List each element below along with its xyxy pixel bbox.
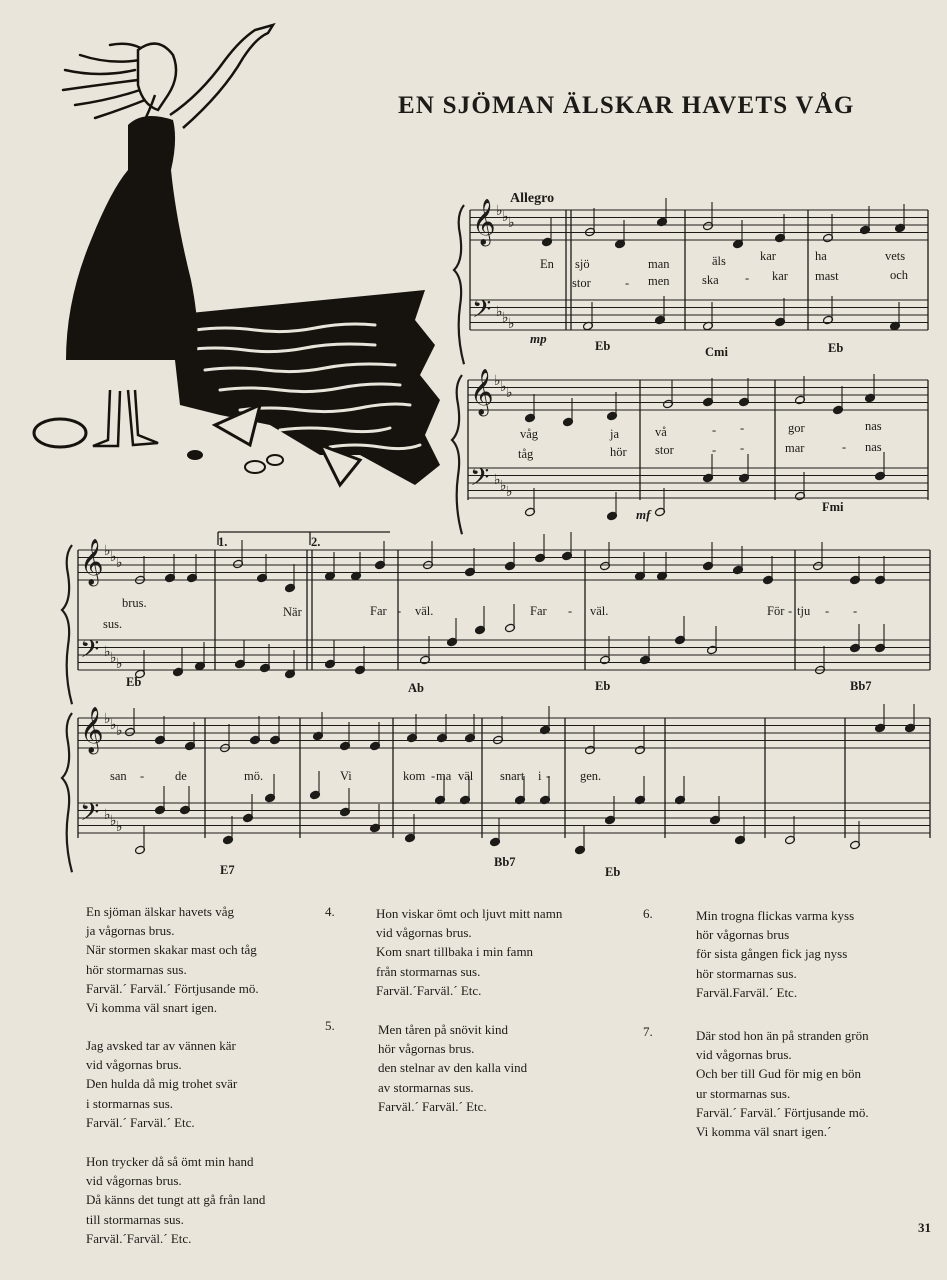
svg-text:Cmi: Cmi [705,345,728,359]
svg-text:-: - [140,769,145,783]
system4-chords [220,855,620,879]
svg-text:de: de [175,769,187,783]
svg-text:i: i [538,769,542,783]
svg-text:hör: hör [610,445,627,459]
svg-text:man: man [648,257,670,271]
flat-sign: ♭ [494,374,501,389]
svg-text:-: - [431,769,436,783]
svg-text:Ab: Ab [408,681,424,695]
flat-sign: ♭ [104,808,111,823]
svg-text:ma: ma [436,769,452,783]
flat-sign: ♭ [116,556,123,571]
svg-text:-: - [825,604,830,618]
svg-text:Eb: Eb [828,341,844,355]
bass-clef: 𝄢 [470,463,490,498]
svg-text:-: - [853,604,858,618]
svg-text:väl.: väl. [415,604,434,618]
svg-text:mar: mar [785,441,805,455]
svg-text:vå: vå [655,425,667,439]
svg-text:sus.: sus. [103,617,123,631]
svg-text:-: - [568,604,573,618]
flat-sign: ♭ [110,651,117,666]
treble-clef: 𝄞 [80,539,104,585]
svg-text:1.: 1. [218,535,228,549]
verses-section [0,900,947,1250]
svg-text:mast: mast [815,269,839,283]
verse-number-7: 7. [643,1024,653,1039]
svg-text:-: - [712,423,717,437]
svg-text:sjö: sjö [575,257,590,271]
svg-text:-: - [740,421,745,435]
svg-text:-: - [546,769,551,783]
svg-text:tåg: tåg [518,447,534,461]
system3-lyrics [103,596,857,631]
svg-text:väl: väl [458,769,474,783]
flat-sign: ♭ [116,820,123,835]
system1-lyrics [540,249,909,290]
svg-text:-: - [625,276,630,290]
page-number: 31 [918,1220,931,1235]
system3-chords [126,675,872,695]
svg-text:gor: gor [788,421,805,435]
dynamic-mp: mp [530,331,547,346]
treble-clef: 𝄞 [470,369,494,415]
verse-6: Min trogna flickas varma kyss hör vågornas brus för sista gången fick jag nyss hör stormarnas sus. Farväl.Farväl.´ Etc. [696,908,855,1000]
svg-text:Vi: Vi [340,769,352,783]
svg-text:Eb: Eb [126,675,142,689]
verse-number-5: 5. [325,1018,335,1033]
flat-sign: ♭ [500,380,507,395]
svg-text:stor: stor [655,443,674,457]
svg-text:Far: Far [530,604,547,618]
svg-text:nas: nas [865,419,882,433]
tempo-marking: Allegro [510,191,555,206]
svg-text:snart: snart [500,769,525,783]
system-brace [62,545,72,704]
flat-sign: ♭ [116,657,123,672]
treble-clef: 𝄞 [472,199,496,245]
svg-text:Bb7: Bb7 [850,679,872,693]
verse-4: Hon viskar ömt och ljuvt mitt namn vid vågornas brus. Kom snart tillbaka i min famn från stormarnas sus. Farväl.´Farväl.´ Etc. [376,906,563,998]
flat-sign: ♭ [508,317,515,332]
svg-text:brus.: brus. [122,596,147,610]
svg-text:-: - [745,271,750,285]
treble-clef: 𝄞 [80,707,104,753]
svg-text:För: För [767,604,785,618]
svg-text:kom: kom [403,769,426,783]
flat-sign: ♭ [110,814,117,829]
flat-sign: ♭ [506,386,513,401]
system4-lyrics [110,769,601,783]
svg-text:vets: vets [885,249,906,263]
svg-text:ja: ja [610,427,620,441]
flat-sign: ♭ [506,485,513,500]
verse-3: Hon trycker då så ömt min hand vid vågornas brus. Då känns det tungt att gå från land till stormarnas sus. Farväl.´Farväl.´ Etc. [86,1154,266,1246]
system3-endings [218,535,320,549]
svg-text:-: - [397,604,402,618]
svg-text:E7: E7 [220,863,235,877]
flat-sign: ♭ [116,724,123,739]
flat-sign: ♭ [500,479,507,494]
svg-text:tju: tju [797,604,811,618]
verse-5: Men tåren på snövit kind hör vågornas brus. den stelnar av den kalla vind av stormarnas sus. Farväl.´ Farväl.´ Etc. [378,1022,528,1114]
song-title: EN SJÖMAN ÄLSKAR HAVETS VÅG [398,92,855,119]
system-brace [454,205,464,364]
svg-text:mö.: mö. [244,769,264,783]
svg-text:nas: nas [865,440,882,454]
svg-text:Fmi: Fmi [822,500,844,514]
verse-2: Jag avsked tar av vännen kär vid vågornas brus. Den hulda då mig trohet svär i stormarnas sus. Farväl.´ Farväl.´ Etc. [86,1038,238,1130]
svg-text:men: men [648,274,670,288]
svg-text:våg: våg [520,427,539,441]
svg-text:2.: 2. [311,535,321,549]
svg-text:och: och [890,268,909,282]
flat-sign: ♭ [104,712,111,727]
verse-number-6: 6. [643,906,653,921]
flat-sign: ♭ [496,204,503,219]
svg-text:san: san [110,769,127,783]
bass-clef: 𝄢 [472,295,492,330]
svg-text:När: När [283,605,302,619]
system-brace [452,375,462,534]
svg-text:ska: ska [702,273,719,287]
verse-7: Där stod hon än på stranden grön vid vågornas brus. Och ber till Gud för mig en bön ur stormarnas sus. Farväl.´ Farväl.´ Förtjusande mö. Vi komma väl snart igen.´ [696,1028,869,1140]
flat-sign: ♭ [508,216,515,231]
svg-text:-: - [788,604,793,618]
flat-sign: ♭ [104,544,111,559]
verse-number-4: 4. [325,904,335,919]
svg-text:Eb: Eb [595,679,611,693]
bass-clef: 𝄢 [80,798,100,833]
flat-sign: ♭ [496,305,503,320]
system2-chords [822,500,844,514]
svg-text:-: - [842,440,847,454]
svg-text:ha: ha [815,249,827,263]
svg-text:kar: kar [760,249,776,263]
svg-text:Eb: Eb [595,339,611,353]
flat-sign: ♭ [494,473,501,488]
flat-sign: ♭ [110,718,117,733]
svg-text:äls: äls [712,254,726,268]
svg-text:En: En [540,257,554,271]
flat-sign: ♭ [502,311,509,326]
system-brace [62,713,72,872]
svg-text:-: - [740,441,745,455]
dynamic-mf: mf [636,507,651,522]
system1-chords [595,339,843,359]
svg-text:-: - [712,443,717,457]
bass-clef: 𝄢 [80,635,100,670]
flat-sign: ♭ [104,645,111,660]
verse-1: En sjöman älskar havets våg ja vågornas brus. När stormen skakar mast och tåg hör stormarnas sus. Farväl.´ Farväl.´ Förtjusande mö. Vi komma väl snart igen. [86,904,259,1016]
svg-text:Eb: Eb [605,865,621,879]
svg-text:gen.: gen. [580,769,602,783]
svg-text:väl.: väl. [590,604,609,618]
svg-text:Bb7: Bb7 [494,855,516,869]
svg-text:kar: kar [772,269,788,283]
flat-sign: ♭ [502,210,509,225]
svg-text:stor: stor [572,276,591,290]
system2-lyrics [518,419,882,461]
flat-sign: ♭ [110,550,117,565]
svg-text:Far: Far [370,604,387,618]
